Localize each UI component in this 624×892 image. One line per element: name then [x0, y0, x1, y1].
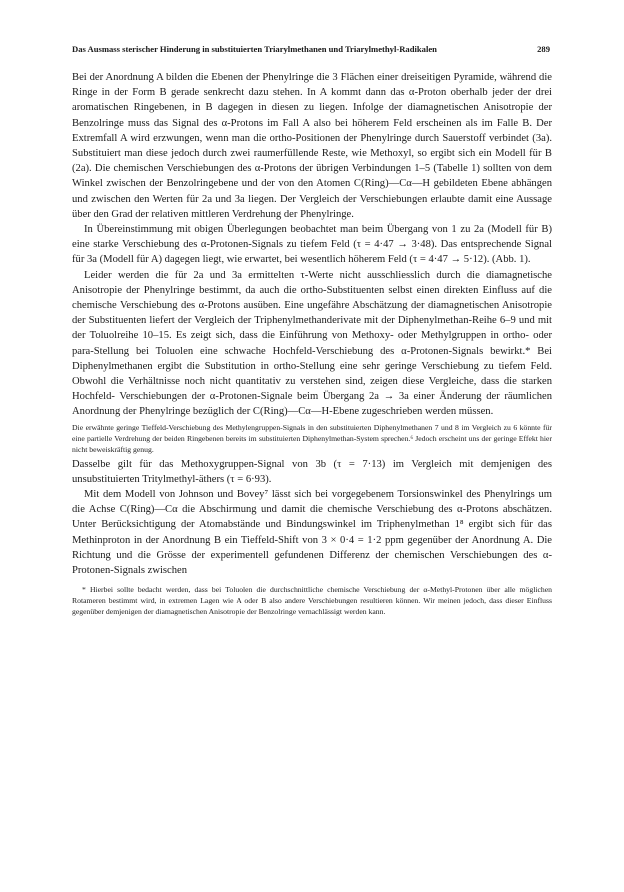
page-number: 289 — [537, 44, 550, 54]
running-header — [72, 44, 550, 54]
small-note: Die erwähnte geringe Tieffeld-Verschiebung des Methylengruppen-Signals in den substituierten Diphenylmethanen 7 und 8 im Vergleich zu 6 könnte für eine partielle Verdrehung der beiden Ringebenen bereits im substituierten Diphenylmethan-System sprechen.⁶ Jedoch erscheint uns der geringe Effekt hier nicht beweiskräftig genug. — [72, 422, 552, 454]
paragraph-4: Dasselbe gilt für das Methoxygruppen-Signal von 3b (τ = 7·13) im Vergleich mit demjenigen des unsubstituierten Tritylmethyl-äthers (τ = 6·93). — [72, 458, 552, 485]
body-text — [72, 70, 552, 617]
paragraph-1: Bei der Anordnung A bilden die Ebenen der Phenylringe die 3 Flächen einer dreiseitigen Pyramide, während die Ringe in der Form B gerade senkrecht dazu stehen. In A kommt dann das α-Proton oberhalb jeder der drei aromatischen Ringebenen, in B dagegen in diesen zu liegen. Infolge der diamagnetischen Anisotropie der Benzolringe muss das Signal des α-Protons im Fall A also bei höherem Feld erscheinen als im Falle B. Der Extremfall A wird erzwungen, wenn man die ortho-Positionen der Phenylringe durch Sauerstoff verbindet (3a). Substituiert man diese jedoch durch zwei raumerfüllende Reste, wie Methoxyl, so ergibt sich ein Modell für B (2a). Die chemischen Verschiebungen des α-Protons der übrigen Verbindungen 1–5 (Tabelle 1) sollten von dem Winkel zwischen der Benzolringebene und der von den Atomen C(Ring)—Cα—H gebildeten Ebene abhängen und zwischen den Werten für 2a und 3a liegen. Der Vergleich der Verschiebungen erlaubte damit eine Aussage über den Grad der relativen mittleren Verdrehung der Phenylringe. — [72, 72, 552, 220]
paragraph-2: In Übereinstimmung mit obigen Überlegungen beobachtet man beim Übergang von 1 zu 2a (Modell für B) eine starke Verschiebung des α-Protonen-Signals zu tiefem Feld (τ = 4·47 → 3·48). Das entsprechende Signal für 3a (Modell für A) dagegen liegt, wie erwartet, bei wesentlich höherem Feld (τ = 4·47 → 5·12). (Abb. 1). — [72, 224, 552, 266]
footnote: * Hierbei sollte bedacht werden, dass bei Toluolen die durchschnittliche chemische Verschiebung der α-Methyl-Protonen über alle möglichen Rotameren bestimmt wird, in extremen Lagen wie A oder B also andere Verschiebungen resultieren können. Wir meinen jedoch, dass dieser Einfluss gegenüber demjenigen der diamagnetischen Anisotropie der Benzolringe vernachlässigt werden kann. — [72, 585, 552, 617]
paragraph-3: Leider werden die für 2a und 3a ermittelten τ-Werte nicht ausschliesslich durch die diamagnetische Anisotropie der Phenylringe bestimmt, da auch die ortho-Substituenten selbst einen direkten Einfluss auf die chemische Verschiebung des α-Protons ausüben. Eine ungefähre Abschätzung der diamagnetischen Anisotropie der Substituenten liefert der Vergleich der Triphenylmethanderivate mit der Diphenylmethan-Reihe 6–9 und mit der Toluolreihe 10–15. Es zeigt sich, dass die Einführung von Methoxy- oder Methylgruppen in ortho- oder para-Stellung bei Toluolen eine schwache Hochfeld-Verschiebung des α-Protonen-Signals bewirkt.* Bei Diphenylmethanen ergibt die Substitution in ortho-Stellung eine sehr geringe Verschiebung zu tiefem Feld. Obwohl die Verhältnisse noch nicht quantitativ zu verstehen sind, zeigen diese Vergleiche, dass die starken Hochfeld- Verschiebungen der α-Protonen-Signale beim Übergang 2a → 3a einer Änderung der räumlichen Anordnung der Phenylringe bezüglich der C(Ring)—Cα—H-Ebene zugeschrieben werden müssen. — [72, 269, 552, 418]
running-title: Das Ausmass sterischer Hinderung in substituierten Triarylmethanen und Triarylmethyl-Radikalen — [72, 44, 437, 54]
paragraph-5: Mit dem Modell von Johnson und Bovey⁷ lässt sich bei vorgegebenem Torsionswinkel des Phenylrings um die Achse C(Ring)—Cα die Abschirmung und damit die chemische Verschiebung des α-Protons abschätzen. Unter Berücksichtigung der Atomabstände und Bindungswinkel im Triphenylmethan 1⁸ ergibt sich für das Methinproton in der Anordnung B ein Tieffeld-Shift von 3 × 0·4 = 1·2 ppm gegenüber der Anordnung A. Die Richtung und die Grösse der experimentell gefundenen Differenz der chemischen Verschiebungen des α-Protonen-Signals zwischen — [72, 489, 552, 577]
